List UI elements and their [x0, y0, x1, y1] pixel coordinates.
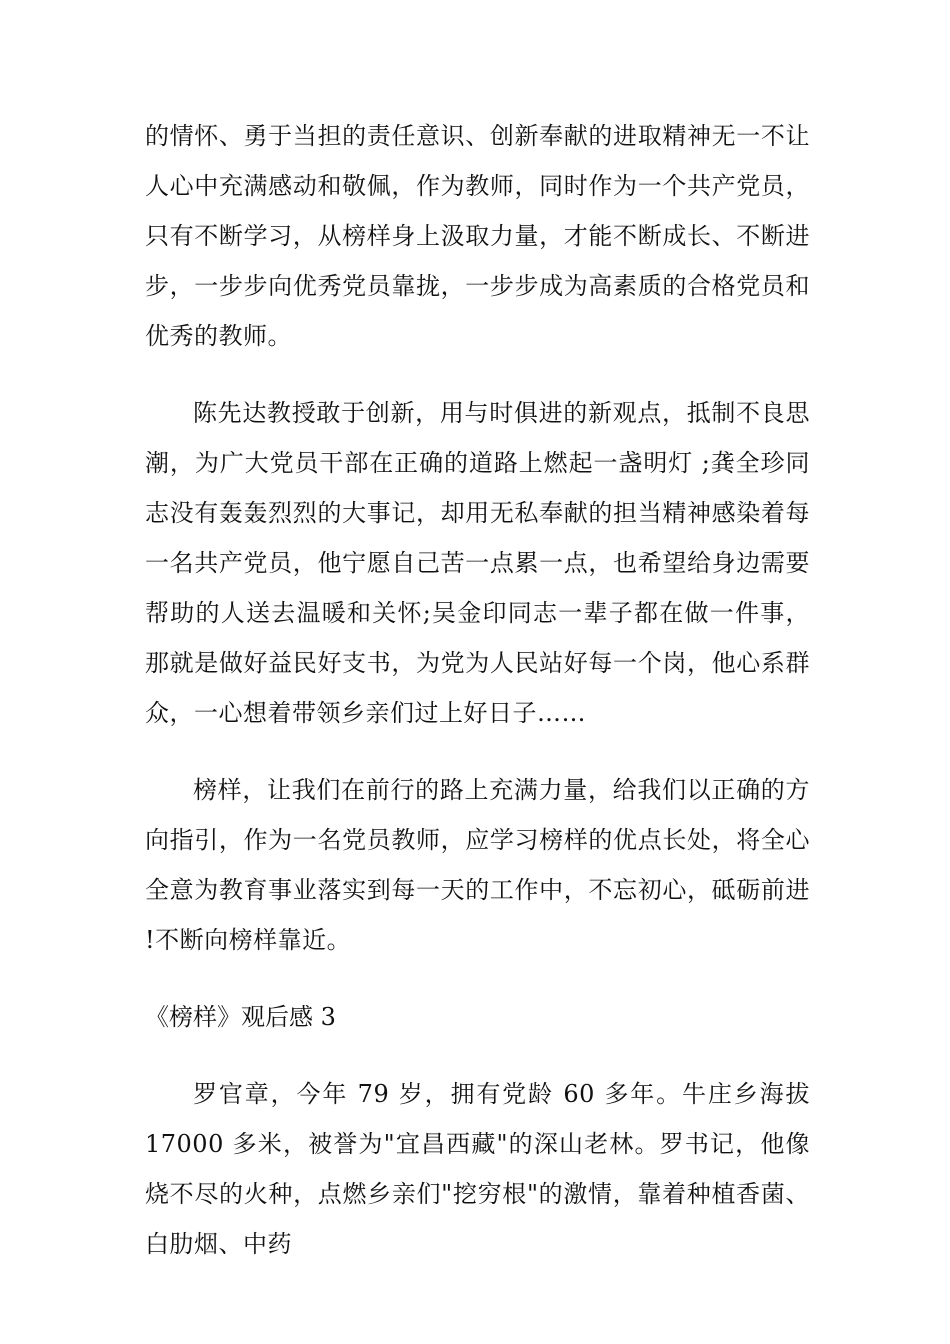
paragraph-luo-guanzhang: 罗官章，今年 79 岁，拥有党龄 60 多年。牛庄乡海拔 17000 多米，被誉为"宜昌西藏"的深山老林。罗书记，他像烧不尽的火种，点燃乡亲们"挖穷根"的激情，靠着种植香菌、白肋烟、中药 [145, 1080, 810, 1258]
paragraph-continued: 的情怀、勇于当担的责任意识、创新奉献的进取精神无一不让人心中充满感动和敬佩，作为教师，同时作为一个共产党员，只有不断学习，从榜样身上汲取力量，才能不断成长、不断进步，一步步向优秀党员靠拢，一步步成为高素质的合格党员和优秀的教师。 [145, 122, 810, 350]
paragraph-conclusion: 榜样，让我们在前行的路上充满力量，给我们以正确的方向指引，作为一名党员教师，应学习榜样的优点长处，将全心全意为教育事业落实到每一天的工作中，不忘初心，砥砺前进 !不断向榜样靠近。 [145, 776, 810, 954]
section-heading: 《榜样》观后感 3 [145, 1003, 336, 1031]
paragraph-role-models: 陈先达教授敢于创新，用与时俱进的新观点，抵制不良思潮，为广大党员干部在正确的道路上燃起一盏明灯 ;龚全珍同志没有轰轰烈烈的大事记，却用无私奉献的担当精神感染着每一名共产党员，他宁愿自己苦一点累一点，也希望给身边需要帮助的人送去温暖和关怀;吴金印同志一辈子都在做一件事，那就是做好益民好支书，为党为人民站好每一个岗，他心系群众，一心想着带领乡亲们过上好日子…… [145, 399, 810, 727]
document-body [145, 111, 810, 1269]
